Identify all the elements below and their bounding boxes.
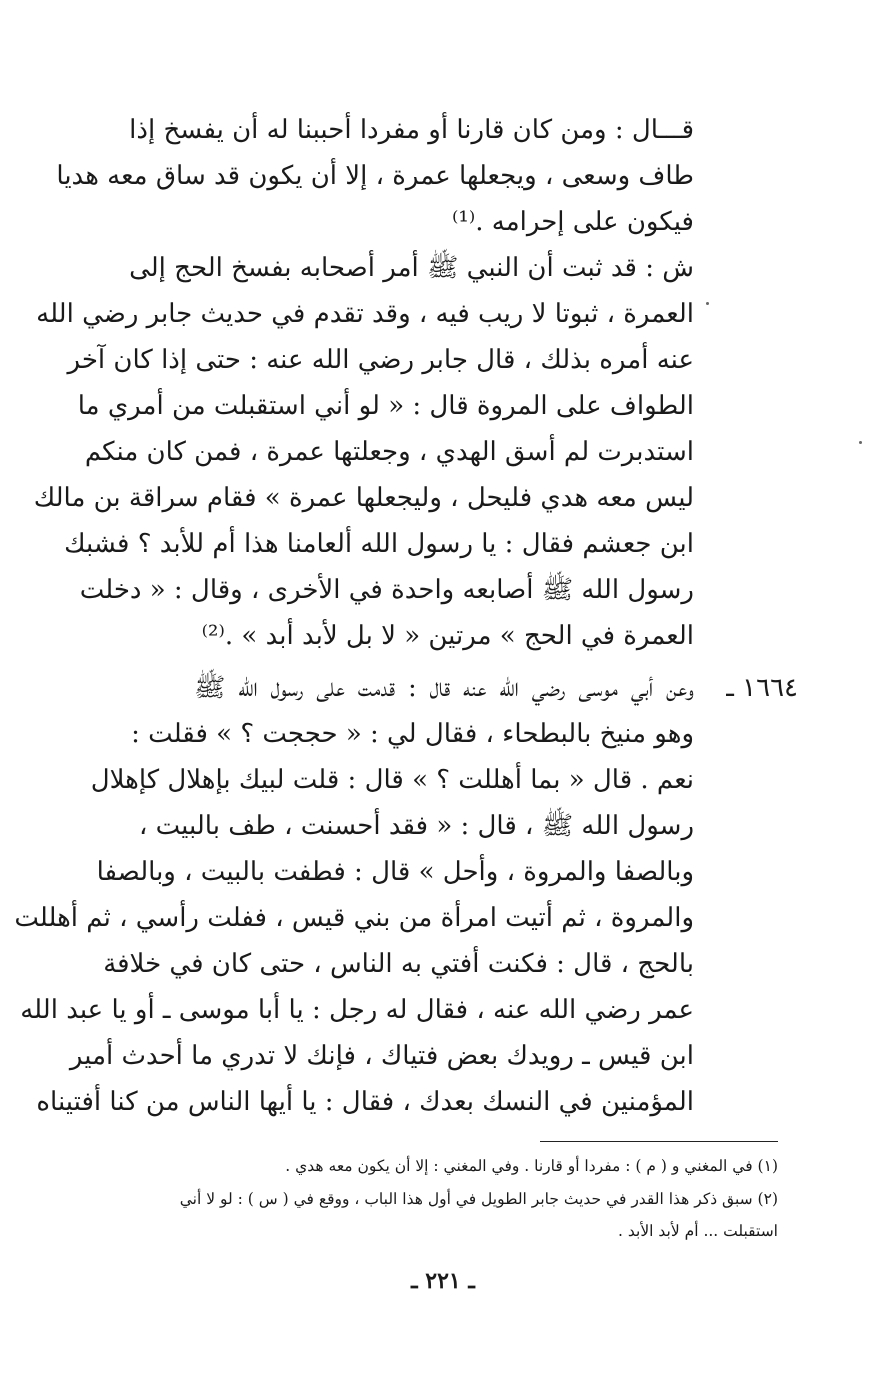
scan-speck (706, 302, 709, 305)
text-line-6: عنه أمره بذلك ، قال جابر رضي الله عنه : حتى إذا كان آخر (67, 345, 694, 375)
footnote-separator (540, 1141, 778, 1142)
text-line-18: والمروة ، ثم أتيت امرأة من بني قيس ، ففلت رأسي ، ثم أهللت (14, 903, 694, 933)
text-line-16: رسول الله ﷺ ، قال : « فقد أحسنت ، طف بالبيت ، (138, 811, 694, 841)
text-line-17: وبالصفا والمروة ، وأحل » قال : فطفت بالبيت ، وبالصفا (96, 857, 694, 887)
page-number: ـ ٢٢١ ـ (411, 1268, 475, 1294)
text-line-12: العمرة في الحج » مرتين « لا بل لأبد أبد » .⁽²⁾ (201, 621, 694, 651)
text-line-21: ابن قيس ـ رويدك بعض فتياك ، فإنك لا تدري ما أحدث أمير (69, 1041, 694, 1071)
text-line-15: نعم . قال « بما أهللت ؟ » قال : قلت لبيك بإهلال كإهلال (90, 765, 694, 795)
text-line-11: رسول الله ﷺ أصابعه واحدة في الأخرى ، وقال : « دخلت (79, 575, 694, 605)
text-line-13: وعن أبي موسى رضي الله عنه قال : قدمت على رسول الله ﷺ (194, 673, 694, 703)
scan-speck (859, 441, 862, 444)
text-line-9: ليس معه هدي فليحل ، وليجعلها عمرة » فقام سراقة بن مالك (33, 483, 694, 513)
text-line-4: ش : قد ثبت أن النبي ﷺ أمر أصحابه بفسخ الحج إلى (129, 253, 694, 283)
text-line-19: بالحج ، قال : فكنت أفتي به الناس ، حتى كان في خلافة (103, 949, 694, 979)
text-line-20: عمر رضي الله عنه ، فقال له رجل : يا أبا موسى ـ أو يا عبد الله (20, 995, 694, 1025)
text-line-1: قـــال : ومن كان قارنا أو مفردا أحببنا له أن يفسخ إذا (129, 115, 694, 145)
text-line-22: المؤمنين في النسك بعدك ، فقال : يا أيها الناس من كنا أفتيناه (36, 1087, 694, 1117)
text-line-3: فيكون على إحرامه .⁽¹⁾ (452, 207, 694, 237)
text-line-10: ابن جعشم فقال : يا رسول الله ألعامنا هذا أم للأبد ؟ فشبك (64, 529, 694, 559)
footnote-2-continued: استقبلت ... أم لأبد الأبد . (618, 1222, 778, 1240)
footnote-2: (٢) سبق ذكر هذا القدر في حديث جابر الطويل في أول هذا الباب ، ووقع في ( س ) : لو لا أني (179, 1190, 778, 1208)
text-line-5: العمرة ، ثبوتا لا ريب فيه ، وقد تقدم في حديث جابر رضي الله (36, 299, 694, 329)
text-line-7: الطواف على المروة قال : « لو أني استقبلت من أمري ما (77, 391, 694, 421)
hadith-number: ١٦٦٤ ـ (726, 673, 798, 703)
text-line-8: استدبرت لم أسق الهدي ، وجعلتها عمرة ، فمن كان منكم (84, 437, 694, 467)
text-line-2: طاف وسعى ، ويجعلها عمرة ، إلا أن يكون قد ساق معه هديا (56, 161, 694, 191)
text-line-14: وهو منيخ بالبطحاء ، فقال لي : « حججت ؟ » فقلت : (131, 719, 694, 749)
footnote-1: (١) في المغني و ( م ) : مفردا أو قارنا . وفي المغني : إلا أن يكون معه هدي . (285, 1157, 778, 1175)
